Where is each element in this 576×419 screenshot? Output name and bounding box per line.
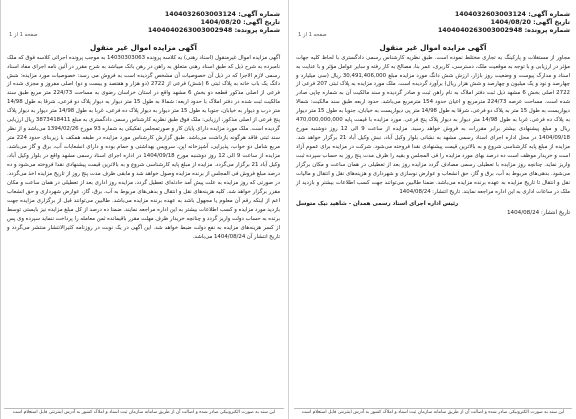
notice-title: آگهی مزایده اموال غیر منقول xyxy=(90,42,197,52)
left-notice-meta xyxy=(7,10,280,35)
notice-number: شماره آگهی: 1404032603003124 xyxy=(164,10,280,18)
notice-date: تاریخ آگهی: 1404/08/20 xyxy=(490,18,570,27)
left-notice xyxy=(0,0,286,419)
notice-title: آگهی مزایده اموال غیر منقول xyxy=(379,42,487,52)
notice-date: تاریخ آگهی: 1404/08/20 xyxy=(200,18,280,27)
page-number: صفحه 1 از 1 xyxy=(298,32,327,38)
column-divider xyxy=(288,0,289,419)
right-notice-meta xyxy=(296,10,570,35)
right-notice-footer: این سند به صورت الکترونیکی صادر شده و اصالت آن از طریق سامانه سازمان ثبت اسناد و املاک کشور به آدرس اینترنتی قابل استعلام است xyxy=(294,408,572,416)
notice-body: آگهی مزایده اموال غیرمنقول (اسناد رهنی) به کلاسه پرونده 14030303063 به موجب پرونده اجرائی کلاسه فوق که ملک نامبرده به شرح ذیل که طبق اسناد رهنی متعلق به راهن در رهن بانک میباشد به شرح مقرر در آئین نامه اجرای مفاد اسناد رسمی لازم الاجرا که در ذیل آن خصوصیات آن مشخص گردیده است به فروش می رسد: خصوصیات مورد مزایده: شش دانگ یک باب خانه به پلاک ثبتی 6 (شش) فرعی از 2722 (دو هزار و هفتصد و بیست و دو) اصلی مفروز و مجزی شده از فرعی از اصلی مذکور قطعه دو بخش 6 مشهد واقع در استان خراسان رضوی به مساحت 224/73 متر مربع طبق سند مالکیت ثبت شده در دفتر املاک با حدود اربعه: شمالا به طول 15 متر دیوار به دیوار پلاک دو فرعی، شرقا به طول 14/98 متر درب و دیوار به خیابان، جنوبا به طول 15 متر دیوار به دیوار پلاک ده فرعی، غربا به طول 14/98 متر دیوار به دیوار پلاک پنج فرعی از اصلی مذکور، ارزیابی: ملک فوق طبق نظریه کارشناس رسمی دادگستری به مبلغ 3873418411 ریال ارزیابی گردیده است. ملک مورد مزایده دارای پایان کار و صورتمجلس تفکیکی به شماره 93 مورخ 1394/02/26 می‌باشد و از نظر سند ثبتی فاقد هرگونه بازداشت می‌باشد. طبق گزارش کارشناس مورد مزایده در طبقه همکف با زیربنای حدود 224 متر مربع شامل دو خواب، پذیرایی، آشپزخانه اپن، سرویس بهداشتی و حمام بوده و دارای انشعابات آب، برق و گاز می‌باشد. مزایده از ساعت 9 الی 12 روز دوشنبه مورخ 1404/09/18 در اداره اجرای اسناد رسمی مشهد واقع در بلوار وکیل آباد، وکیل آباد 21 برگزار می‌گردد. مزایده از مبلغ پایه کارشناسی شروع و به بالاترین قیمت پیشنهادی نقدا فروخته می‌شود و ده درصد مبلغ فروش فی المجلس از برنده مزایده وصول خواهد شد و مابقی ظرف مدت پنج روز از تاریخ مزایده اخذ می‌گردد. در صورتی که روز مزایده به علت پیش آمد حادثه‌ای تعطیل گردد، مزایده روز اداری بعد از تعطیلی در همان ساعت و مکان مقرر برگزار خواهد شد. کلیه هزینه‌های نقل و انتقال و بدهی‌های مربوط به آب، برق، گاز، عوارض شهرداری و حق انشعاب اعم از اینکه رقم آن معلوم یا مجهول باشد به عهده برنده مزایده می‌باشد. طالبین می‌توانند قبل از برگزاری مزایده جهت بازدید مورد مزایده و کسب اطلاعات بیشتر به این اداره مراجعه نمایند. ضمنا ده درصد از کل مبلغ مزایده نیز بایستی توسط برنده به حساب دولت واریز گردد و چنانچه خریدار ظرف مهلت مقرر باقیمانده ثمن معامله را پرداخت ننماید سپرده وی پس از کسر هزینه‌های مزایده به نفع دولت ضبط خواهد شد. این آگهی در یک نوبت در روزنامه کثیرالانتشار منتشر می‌گردد و تاریخ انتشار آن 1404/08/24 می‌باشد. xyxy=(7,54,281,240)
signature-line: رئیس اداره اجرای اسناد رسمی همدان - شاهید نیک متوسل xyxy=(296,200,459,207)
publication-date: تاریخ انتشار: 1404/08/24 xyxy=(506,209,570,216)
left-notice-footer: این سند به صورت الکترونیکی صادر شده و اصالت آن از طریق سامانه سازمان ثبت اسناد و املاک کشور به آدرس اینترنتی قابل استعلام است xyxy=(4,408,284,416)
case-number: شماره پرونده: 1404040263003002948 xyxy=(437,26,570,35)
notice-body: مجاور از مستغلات و پارکینگ به تجاری مختلط نموده است. طبق نظریه کارشناس رسمی دادگستری با لحاظ کلیه جهات مؤثر در ارزیابی و با توجه به موقعیت ملک، دسترسی، کاربری، عمر بنا، مصالح به کار رفته و سایر عوامل مؤثر و با عنایت به اسناد و مدارک پیوست و وضعیت روز بازار، ارزش شش دانگ مورد مزایده مبلغ 30,491,406,000 ریال (سی میلیارد و چهارصد و نود و یک میلیون و چهارصد و شش هزار ریال) برآورد گردیده است. ملک مورد مزایده به پلاک ثبتی 207 فرعی از 2722 اصلی بخش 6 مشهد ذیل ثبت دفتر املاک به نام راهن ثبت و صادر گردیده و سند مالکیت آن به شماره چاپی صادر شده است. مساحت عرصه 224/73 مترمربع و اعیان حدود 154 مترمربع می‌باشد. حدود اربعه طبق سند مالکیت: شمالا دیواریست به طول 15 متر به پلاک دو فرعی، شرقا به طول 14/98 متر پی دیواریست به خیابان، جنوبا به طول 15 متر دیوار به پلاک ده فرعی، غربا به طول 14/98 متر دیوار به دیوار پلاک پنج فرعی. مورد مزایده با قیمت پایه 470,000,000,000 ریال و مبلغ پیشنهادی بیشتر برابر مقررات به فروش خواهد رسید. مزایده از ساعت 9 الی 12 روز دوشنبه مورخ 1404/09/18 در محل اداره اجرای اسناد رسمی مشهد به نشانی بلوار وکیل آباد، نبش وکیل آباد 21 برگزار خواهد شد. مزایده از مبلغ پایه کارشناسی شروع و به بالاترین قیمت پیشنهادی نقدا فروخته می‌شود. شرکت در مزایده برای عموم آزاد است و خریدار موظف است ده درصد بهای مورد مزایده را فی المجلس و بقیه را ظرف مدت پنج روز به حساب سپرده ثبت واریز نماید. چنانچه روز مزایده با تعطیلی رسمی مصادف گردد مزایده روز بعد از تعطیلی در همان ساعت و مکان برگزار می‌شود. بدهی‌های مربوط به آب، برق و گاز، حق انشعاب و عوارض نوسازی و شهرداری و هزینه‌های نقل و انتقال و مالیات نقل و انتقال تا تاریخ مزایده به عهده برنده مزایده می‌باشد. ضمنا طالبین می‌توانند جهت کسب اطلاعات بیشتر و بازدید از ملک در ساعات اداری به این اداره مراجعه نمایند. تاریخ انتشار: 1404/08/24 xyxy=(296,54,571,195)
case-number: شماره پرونده: 1404040263003002948 xyxy=(147,26,280,35)
right-notice xyxy=(290,0,576,419)
notice-number: شماره آگهی: 1404032603003124 xyxy=(454,10,570,18)
page-number: صفحه 1 از 1 xyxy=(9,32,38,38)
